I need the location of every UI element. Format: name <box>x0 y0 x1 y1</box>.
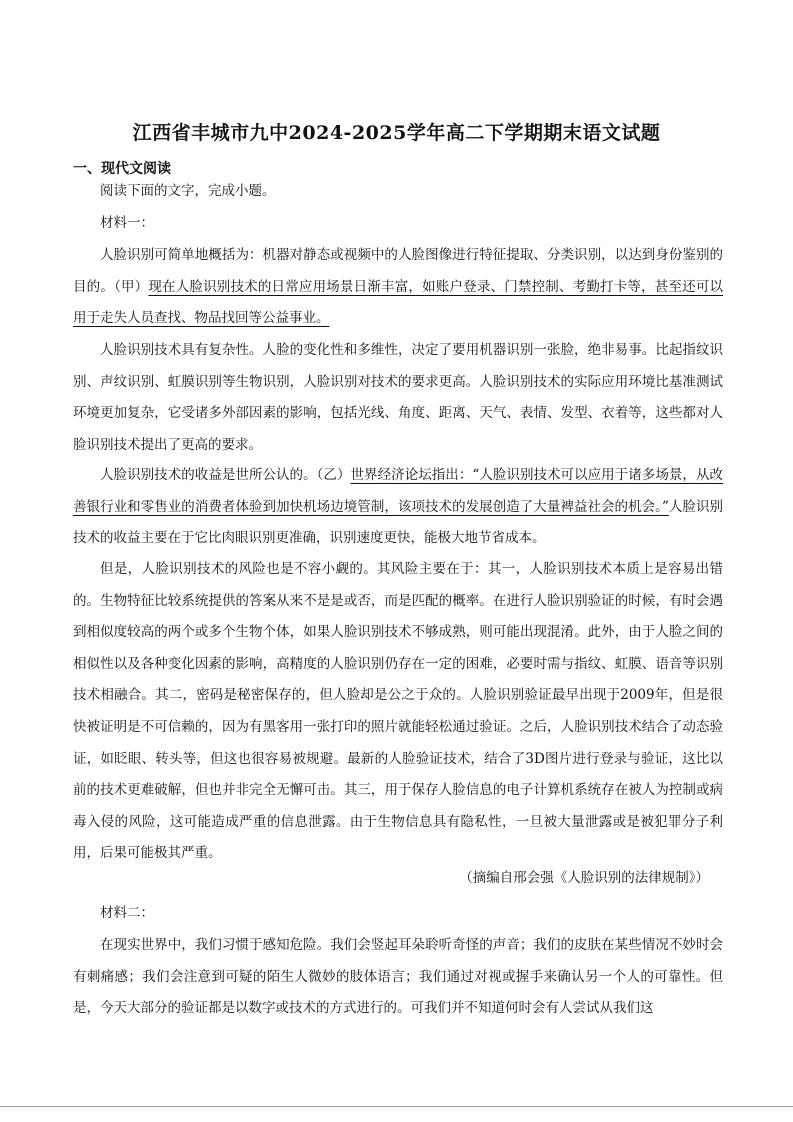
paragraph-text: 人脸识别技术的收益主要在于它比肉眼识别更准确，识别速度更快，能极大地节省成本。 <box>73 498 723 547</box>
paragraph-text: 人脸识别可简单地概括为：机器对静态或视频中的人脸图像进行特征提取、分类识别，以达到身份鉴别的目的。 <box>73 247 723 295</box>
underlined-sentence-jia: 现在人脸识别技术的日常应用场景日渐丰富，如账户登录、门禁控制、考勤打卡等，甚至还可以用于走失人员查找、物品找回等公益事业。 <box>73 278 724 327</box>
material-two-label: 材料二： <box>100 905 154 921</box>
material-two-paragraph-1: 在现实世界中，我们习惯于感知危险。我们会竖起耳朵聆听奇怪的声音；我们的皮肤在某些情况不妙时会有刺痛感；我们会注意到可疑的陌生人微妙的肢体语言；我们通过对视或握手来确认另一个人的可靠性。但是，今天大部分的验证都是以数字或技术的方式进行的。可我们并不知道何时会有人尝试从我们这 <box>73 937 723 1017</box>
page-bottom-divider <box>0 1106 793 1107</box>
material-one-source: （摘编自邢会强《人脸识别的法律规制》） <box>459 870 709 886</box>
exam-title: 江西省丰城市九中2024-2025学年高二下学期期末语文试题 <box>132 122 661 144</box>
material-one-paragraph-3 <box>73 460 723 555</box>
underlined-sentence-yi: 世界经济论坛指出：“人脸识别技术可以应用于诸多场景，从改善银行业和零售业的消费者体验到加快机场边境管制，该项技术的发展创造了大量裨益社会的机会。” <box>73 467 723 515</box>
paragraph-text: 人脸识别技术的收益是世所公认的。 <box>100 467 317 483</box>
instruction-text: 阅读下面的文字，完成小题。 <box>100 183 276 199</box>
material-one-label: 材料一： <box>100 215 154 231</box>
material-one-paragraph-2: 人脸识别技术具有复杂性。人脸的变化性和多维性，决定了要用机器识别一张脸，绝非易事。比起指纹识别、声纹识别、虹膜识别等生物识别，人脸识别对技术的要求更高。人脸识别技术的实际应用环境比基准测试环境更加复杂，它受诸多外部因素的影响，包括光线、角度、距离、天气、表情、发型、衣着等，这些都对人脸识别技术提出了更高的要求。 <box>73 342 723 453</box>
section-heading: 一、现代文阅读 <box>73 161 171 177</box>
material-one-paragraph-4: 但是，人脸识别技术的风险也是不容小觑的。其风险主要在于：其一，人脸识别技术本质上是容易出错的。生物特征比较系统提供的答案从来不是是或否，而是匹配的概率。在进行人脸识别验证的时候，有时会遇到相似度较高的两个或多个生物个体，如果人脸识别技术不够成熟，则可能出现混淆。此外，由于人脸之间的相似性以及各种变化因素的影响，高精度的人脸识别仍存在一定的困难，必要时需与指纹、虹膜、语音等识别技术相融合。其二，密码是秘密保存的，但人脸却是公之于众的。人脸识别验证最早出现于2009年，但是很快被证明是不可信赖的，因为有黑客用一张打印的照片就能轻松通过验证。之后，人脸识别技术结合了动态验证，如眨眼、转头等，但这也很容易被规避。最新的人脸验证技术，结合了3D图片进行登录与验证，这比以前的技术更难破解，但也并非完全无懈可击。其三，用于保存人脸信息的电子计算机系统存在被人为控制或病毒入侵的风险，这可能造成严重的信息泄露。由于生物信息具有隐私性，一旦被大量泄露或是被犯罪分子利用，后果可能极其严重。 <box>73 561 723 862</box>
material-one-paragraph-1 <box>73 240 723 335</box>
annotation-marker-jia: （甲） <box>114 278 149 295</box>
annotation-marker-yi: （乙） <box>316 467 351 483</box>
